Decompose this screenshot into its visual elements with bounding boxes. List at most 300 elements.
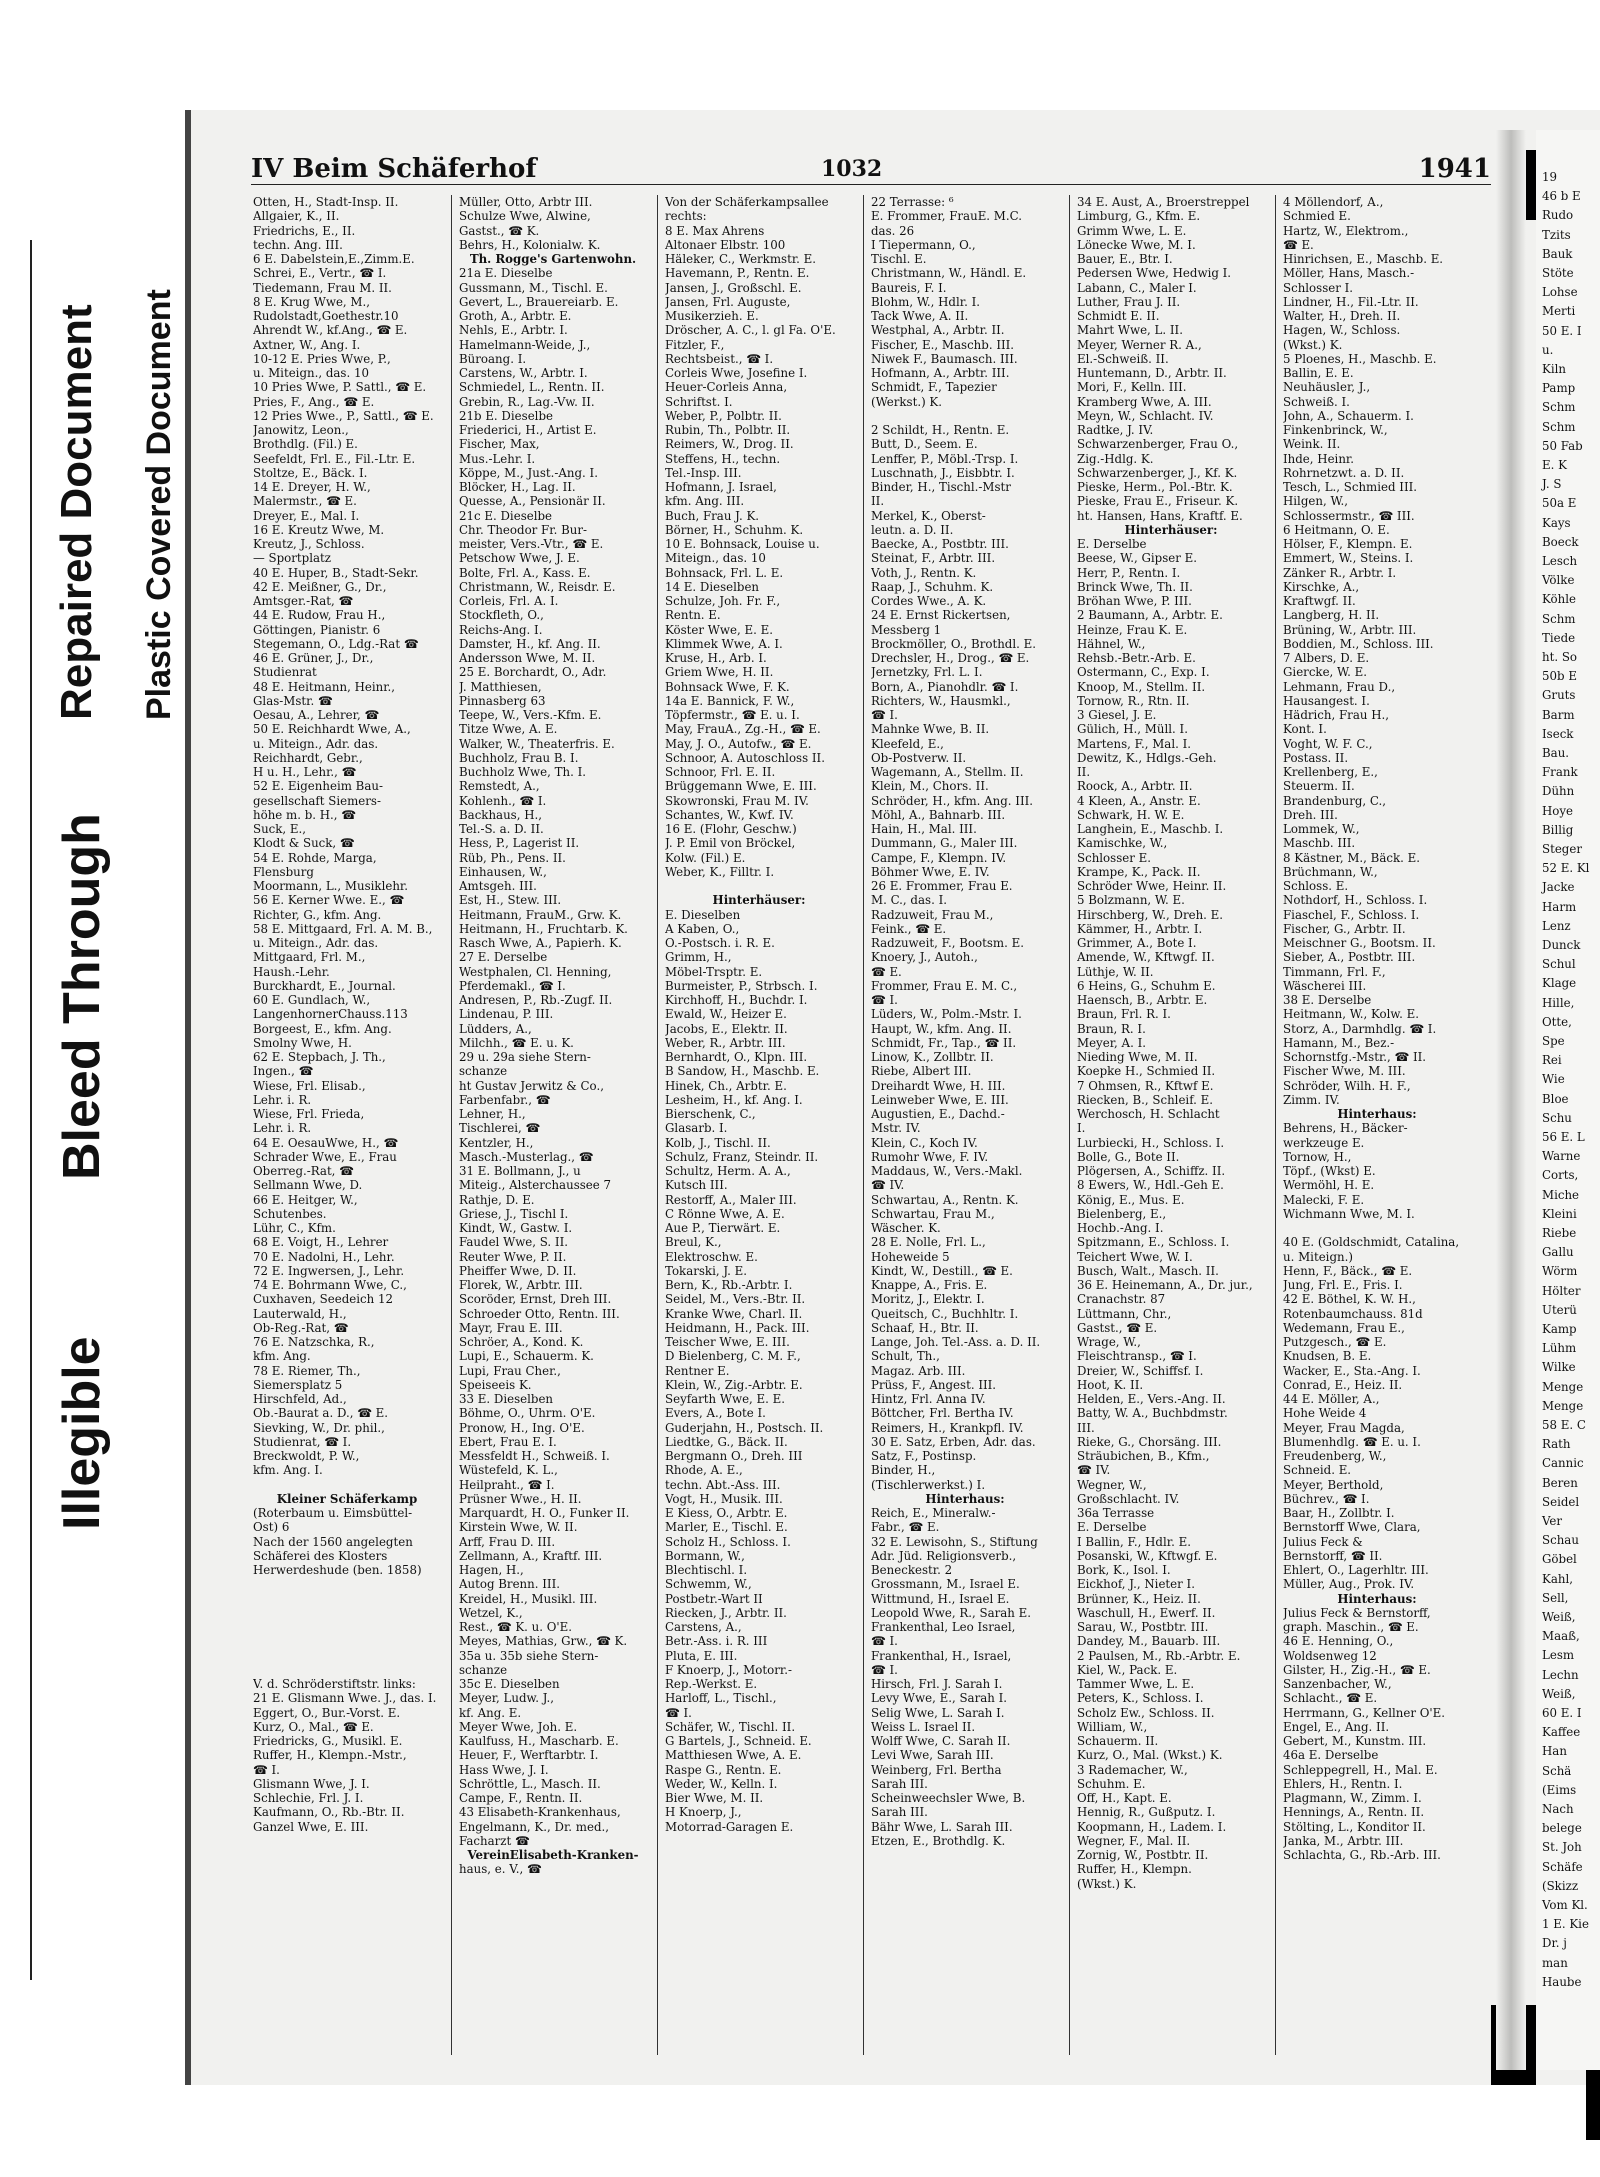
adjacent-page-line: (Eims xyxy=(1542,1782,1577,1797)
directory-line: 7 Ohmsen, R., Kftwf E. xyxy=(1077,1078,1214,1093)
directory-line: Gastst., ☎ K. xyxy=(459,223,540,238)
directory-line: 7 Albers, D. E. xyxy=(1283,651,1370,665)
directory-line: Hintz, Frl. Anna IV. xyxy=(871,1392,986,1406)
directory-line: kf. Ang. E. xyxy=(459,1705,522,1720)
directory-line: Lupi, E., Schauerm. K. xyxy=(459,1349,594,1364)
directory-line: Voght, W. F. C., xyxy=(1283,736,1373,751)
directory-line: Krampe, K., Pack. II. xyxy=(1077,864,1201,879)
directory-line: 68 E. Voigt, H., Lehrer xyxy=(253,1235,389,1250)
directory-line: Ballin, E. E. xyxy=(1283,366,1354,380)
directory-line: May, J. O., Autofw., ☎ E. xyxy=(665,736,812,751)
directory-line: Meyn, W., Schlacht. IV. xyxy=(1077,408,1214,423)
directory-line: Bauer, E., Btr. I. xyxy=(1077,252,1173,266)
directory-line: Zornig, W., Postbtr. II. xyxy=(1077,1848,1209,1862)
directory-line: Schwemm, W., xyxy=(665,1577,752,1592)
directory-line: Westphalen, Cl. Henning, xyxy=(459,964,612,979)
directory-line: Storz, A., Darmhdlg. ☎ I. xyxy=(1283,1021,1437,1036)
directory-line: Borgeest, E., kfm. Ang. xyxy=(253,1021,392,1036)
directory-line: Schriftst. I. xyxy=(665,394,733,409)
directory-line: Hölser, F., Klempn. E. xyxy=(1283,537,1413,551)
directory-line: Facharzt ☎ xyxy=(459,1833,530,1848)
adjacent-page-line: u. xyxy=(1542,342,1554,357)
directory-line: Bernstorff Wwe, Clara, xyxy=(1283,1520,1421,1535)
directory-line: Behrens, H., Bäcker- xyxy=(1283,1121,1408,1136)
directory-line: 40 E. Huper, B., Stadt-Sekr. xyxy=(253,565,419,580)
directory-line: Rieke, G., Chorsäng. III. xyxy=(1077,1434,1222,1449)
directory-line: Wittmund, H., Israel E. xyxy=(871,1591,1010,1606)
directory-column-4 xyxy=(869,195,1061,2055)
directory-line: (Roterbaum u. Eimsbüttel- xyxy=(253,1506,413,1520)
directory-line: Janowitz, Leon., xyxy=(253,423,349,437)
directory-line: Kolw. (Fil.) E. xyxy=(665,850,746,865)
directory-line: Schlechie, Frl. J. I. xyxy=(253,1791,364,1805)
adjacent-page-line: Frank xyxy=(1542,765,1578,780)
adjacent-page-line: Ver xyxy=(1542,1514,1563,1528)
directory-line: Leopold Wwe, R., Sarah E. xyxy=(871,1605,1031,1620)
directory-line: Bröhan Wwe, P. III. xyxy=(1077,594,1192,608)
adjacent-page-line: Rei xyxy=(1542,1053,1562,1068)
directory-line: Weber, R., Arbtr. III. xyxy=(665,1035,786,1050)
directory-line: Nach der 1560 angelegten xyxy=(253,1534,413,1549)
directory-line: Reichhardt, Gebr., xyxy=(253,750,363,765)
directory-line: Sträubichen, B., Kfm., xyxy=(1077,1449,1210,1463)
directory-line: Magaz. Arb. III. xyxy=(871,1363,966,1378)
directory-line: Maddaus, W., Vers.-Makl. xyxy=(871,1164,1023,1178)
directory-line: Rehsb.-Betr.-Arb. E. xyxy=(1077,651,1196,665)
directory-line: Schröder, Wilh. H. F., xyxy=(1283,1078,1411,1093)
adjacent-page-line: Lesch xyxy=(1542,554,1578,568)
directory-line: Gevert, L., Brauereiarb. E. xyxy=(459,294,619,309)
directory-line: Otten, H., Stadt-Insp. II. xyxy=(253,195,399,209)
directory-line: 54 E. Rohde, Marga, xyxy=(253,850,377,865)
directory-line: Feink., ☎ E. xyxy=(871,921,947,936)
directory-line: Brüning, W., Arbtr. III. xyxy=(1283,622,1417,637)
directory-line: Kamischke, W., xyxy=(1077,836,1168,851)
directory-line: Lenffer, P., Möbl.-Trsp. I. xyxy=(871,451,1019,466)
column-rule xyxy=(1069,195,1070,2055)
adjacent-page-line: belege xyxy=(1542,1821,1582,1836)
directory-line: Brüggemann Wwe, E. III. xyxy=(665,779,817,794)
directory-line: Möller, Hans, Masch.- xyxy=(1283,266,1415,281)
directory-line: 3 Giesel, J. E. xyxy=(1077,708,1157,722)
directory-line xyxy=(253,1592,441,1606)
directory-line: Langberg, H. II. xyxy=(1283,608,1380,623)
directory-line: 14 E. Dreyer, H. W., xyxy=(253,480,371,494)
directory-line: Klodt & Suck, ☎ xyxy=(253,836,355,851)
directory-column-3 xyxy=(663,195,855,2055)
directory-line: J. P. Emil von Bröckel, xyxy=(665,836,796,851)
directory-line: Knappe, A., Fris. E. xyxy=(871,1278,988,1292)
directory-line: Bohnsack Wwe, F. K. xyxy=(665,679,790,694)
directory-line: Jung, Frl. E., Fris. I. xyxy=(1283,1278,1403,1292)
directory-line: Jernetzky, Frl. L. I. xyxy=(871,665,983,680)
directory-line: 6 E. Dabelstein,E.,Zimm.E. xyxy=(253,252,415,266)
adjacent-page-line: Gruts xyxy=(1542,688,1576,703)
directory-line: Tokarski, J. E. xyxy=(665,1263,748,1278)
directory-line: Marquardt, H. O., Funker II. xyxy=(459,1506,630,1520)
directory-line: Brünner, K., Heiz. II. xyxy=(1077,1591,1201,1606)
directory-line: 70 E. Nadolni, H., Lehr. xyxy=(253,1249,395,1264)
column-rule xyxy=(863,195,864,2055)
directory-line: Giercke, W. E. xyxy=(1283,665,1367,680)
directory-line xyxy=(253,1478,441,1492)
directory-line: Kaulfuss, H., Mascharb. E. xyxy=(459,1734,619,1748)
directory-line: Malecki, F. E. xyxy=(1283,1192,1365,1207)
directory-line: Schwarzenberger, Frau O., xyxy=(1077,437,1239,452)
directory-line: ht Gustav Jerwitz & Co., xyxy=(459,1078,604,1093)
directory-line: Oesau, A., Lehrer, ☎ xyxy=(253,708,380,722)
directory-line: Autog Brenn. III. xyxy=(459,1577,560,1592)
adjacent-page-line: Hille, xyxy=(1542,995,1575,1010)
directory-line: Brüchmann, W., xyxy=(1283,864,1378,879)
directory-line: Mayr, Frau E. III. xyxy=(459,1320,563,1335)
directory-line: Dummann, G., Maler III. xyxy=(871,836,1018,851)
directory-line: Knudsen, B. E. xyxy=(1283,1349,1372,1364)
directory-line: Moritz, J., Elektr. I. xyxy=(871,1292,985,1307)
directory-line: F Knoerp, J., Motorr.- xyxy=(665,1662,792,1677)
directory-line: Wiese, Frl. Frieda, xyxy=(253,1107,365,1121)
directory-line: Heuer-Corleis Anna, xyxy=(665,380,788,395)
directory-line xyxy=(665,879,853,893)
directory-line: Hilgen, W., xyxy=(1283,494,1349,509)
directory-line: Schmied E. xyxy=(1283,209,1351,224)
directory-line xyxy=(253,1577,441,1591)
directory-line: Rudolstadt,Goethestr.10 xyxy=(253,309,399,323)
directory-line: Henn, F., Bäck., ☎ E. xyxy=(1283,1263,1413,1278)
directory-line: Leinweber Wwe, E. III. xyxy=(871,1092,1009,1107)
directory-line: u. Miteign., Adr. das. xyxy=(253,736,379,751)
directory-line: Schröer, A., Kond. K. xyxy=(459,1335,584,1349)
directory-line: ☎ IV. xyxy=(1077,1463,1111,1478)
directory-line: Amtsgeh. III. xyxy=(459,879,537,893)
directory-line: 52 E. Eigenheim Bau- xyxy=(253,779,383,794)
directory-line: Hofmann, J. Israel, xyxy=(665,480,777,494)
adjacent-page-line: Billig xyxy=(1542,822,1574,837)
directory-line: Beneckestr. 2 xyxy=(871,1563,953,1577)
directory-line: Sanzenbacher, W., xyxy=(1283,1677,1392,1691)
directory-line: Peters, K., Schloss. I. xyxy=(1077,1691,1204,1706)
directory-line: Nehls, E., Arbtr. I. xyxy=(459,323,568,338)
adjacent-page-line: Bau. xyxy=(1542,746,1570,760)
directory-line: E. Frommer, FrauE. M.C. xyxy=(871,209,1022,224)
adjacent-page-line: Kiln xyxy=(1542,362,1566,376)
directory-line: Martens, F., Mal. I. xyxy=(1077,736,1192,751)
directory-line: Teepe, W., Vers.-Kfm. E. xyxy=(459,708,602,722)
directory-line: Knoery, J., Autoh., xyxy=(871,950,978,965)
directory-line: Meyer, Ludw. J., xyxy=(459,1691,555,1706)
directory-line: Backhaus, H., xyxy=(459,807,543,822)
directory-line: Baar, H., Zollbtr. I. xyxy=(1283,1506,1395,1520)
directory-line: Blumenhdlg. ☎ E. u. I. xyxy=(1283,1434,1421,1449)
directory-line xyxy=(871,409,1059,423)
directory-line: Prüsner Wwe., H. II. xyxy=(459,1491,582,1506)
directory-line: E. Dieselben xyxy=(665,907,741,922)
directory-line: Tesch, L., Schmied III. xyxy=(1283,480,1418,494)
directory-line: Schmidt E. II. xyxy=(1077,309,1160,323)
directory-line: kfm. Ang. I. xyxy=(253,1463,323,1478)
adjacent-page-line: Lohse xyxy=(1542,285,1578,300)
adjacent-page-line: Schäfe xyxy=(1542,1859,1583,1874)
directory-line: Hoot, K. II. xyxy=(1077,1377,1144,1392)
directory-line: Bähr Wwe, L. Sarah III. xyxy=(871,1819,1013,1834)
directory-line: Grimm Wwe, L. E. xyxy=(1077,223,1187,238)
directory-line: Raspe G., Rentn. E. xyxy=(665,1762,782,1777)
directory-line: Andersson Wwe, M. II. xyxy=(459,651,596,665)
directory-line: Carstens, A., xyxy=(665,1620,742,1634)
directory-line: 8 E. Krug Wwe, M., xyxy=(253,294,371,309)
directory-line: Böttcher, Frl. Bertha IV. xyxy=(871,1406,1014,1421)
directory-line: Wetzel, K., xyxy=(459,1605,523,1620)
adjacent-page-line: 50b E xyxy=(1542,669,1577,684)
directory-line: Dewitz, K., Hdlgs.-Geh. xyxy=(1077,750,1217,765)
directory-line: Maschb. III. xyxy=(1283,836,1356,851)
directory-line: Freudenberg, W., xyxy=(1283,1449,1387,1463)
adjacent-page-line: Barm xyxy=(1542,707,1575,722)
directory-line: Fischer, Max, xyxy=(459,437,540,452)
adjacent-page-line: man xyxy=(1542,1955,1568,1970)
directory-line: Kohlenh., ☎ I. xyxy=(459,793,547,808)
directory-line: Hennings, A., Rentn. II. xyxy=(1283,1805,1425,1820)
directory-line: Frommer, Frau E. M. C., xyxy=(871,978,1018,993)
directory-line: Schlosser I. xyxy=(1283,280,1354,295)
directory-line: Sarah III. xyxy=(871,1805,928,1820)
directory-line: Von der Schäferkampsallee xyxy=(665,195,829,209)
directory-line: Rep.-Werkst. E. xyxy=(665,1677,758,1691)
adjacent-page-line: 50a E xyxy=(1542,496,1577,511)
directory-line: Hädrich, Frau H., xyxy=(1283,708,1389,722)
directory-line: 42 E. Meißner, G., Dr., xyxy=(253,579,387,594)
directory-line: Börner, H., Schuhm. K. xyxy=(665,522,804,537)
directory-line: 22 Terrasse: ⁶ xyxy=(871,195,954,209)
directory-line: kfm. Ang. xyxy=(253,1349,311,1364)
directory-line: Griese, J., Tischl I. xyxy=(459,1206,569,1221)
directory-line: 5 Bolzmann, W. E. xyxy=(1077,893,1185,908)
directory-line: Kreutz, J., Schloss. xyxy=(253,537,365,551)
directory-line: Rhode, A. E., xyxy=(665,1463,743,1478)
directory-line: Wegner, F., Mal. II. xyxy=(1077,1833,1191,1848)
directory-line: graph. Maschin., ☎ E. xyxy=(1283,1620,1419,1634)
directory-line: Zänker R., Arbtr. I. xyxy=(1283,565,1397,580)
adjacent-page-line: Lühm xyxy=(1542,1341,1577,1356)
directory-line: Ob-Postverw. II. xyxy=(871,750,967,765)
directory-line: 5 Ploenes, H., Maschb. E. xyxy=(1283,351,1437,366)
directory-line: Breckwoldt, P. W., xyxy=(253,1449,360,1463)
directory-line: ☎ I. xyxy=(253,1762,280,1777)
directory-line: Studienrat xyxy=(253,665,317,680)
directory-line: Hinek, Ch., Arbtr. E. xyxy=(665,1078,787,1093)
directory-line: Hass Wwe, J. I. xyxy=(459,1762,549,1777)
directory-line: Heinze, Frau K. E. xyxy=(1077,622,1188,637)
directory-line xyxy=(253,1663,441,1677)
directory-line: Miteig., Alsterchaussee 7 xyxy=(459,1178,612,1193)
directory-line: Schwark, H. W. E. xyxy=(1077,807,1185,822)
directory-line: Meyer, Werner R. A., xyxy=(1077,337,1202,352)
directory-line: Krellenberg, E., xyxy=(1283,765,1378,779)
directory-line: 8 Ewers, W., Hdl.-Geh E. xyxy=(1077,1178,1224,1193)
directory-line: Riebe, Albert III. xyxy=(871,1064,972,1079)
directory-line: Suck, E., xyxy=(253,822,307,836)
directory-line: Lauterwald, H., xyxy=(253,1306,347,1321)
directory-line: Schäfer, W., Tischl. II. xyxy=(665,1719,796,1734)
directory-line: Herwerdeshude (ben. 1858) xyxy=(253,1563,422,1577)
directory-line: Meyer, Frau Magda, xyxy=(1283,1420,1405,1435)
directory-line: Milchh., ☎ E. u. K. xyxy=(459,1035,574,1050)
directory-line: Lesheim, H., kf. Ang. I. xyxy=(665,1092,803,1107)
directory-line: 14 E. Dieselben xyxy=(665,579,760,594)
directory-line: Born, A., Pianohdlr. ☎ I. xyxy=(871,679,1019,694)
directory-line: Hennig, R., Gußputz. I. xyxy=(1077,1805,1216,1820)
directory-line: Est, H., Stew. III. xyxy=(459,893,562,908)
directory-line: ht. Hansen, Hans, Kraftf. E. xyxy=(1077,508,1243,523)
directory-line: Ob-Reg.-Rat, ☎ xyxy=(253,1320,349,1335)
directory-line: Hinterhaus: xyxy=(925,1491,1005,1506)
directory-line: Büchrev., ☎ I. xyxy=(1283,1491,1370,1506)
directory-line: Dreh. III. xyxy=(1283,807,1338,822)
directory-line: Radzuweit, Frau M., xyxy=(871,907,994,922)
adjacent-page-line: 50 Fab xyxy=(1542,438,1583,453)
directory-line xyxy=(253,1606,441,1620)
directory-line: Blöcker, H., Lag. II. xyxy=(459,480,576,494)
directory-line: Heitmann, H., Fruchtarb. K. xyxy=(459,921,628,936)
directory-line: Bierschenk, C., xyxy=(665,1107,756,1121)
directory-line: 10-12 E. Pries Wwe, P., xyxy=(253,351,391,366)
directory-line: Busch, Walt., Masch. II. xyxy=(1077,1263,1219,1278)
adjacent-page-line: Riebe xyxy=(1542,1226,1577,1240)
directory-line: Plögersen, A., Schiffz. II. xyxy=(1077,1164,1226,1178)
adjacent-page-line: Kahl, xyxy=(1542,1571,1573,1586)
adjacent-page-line: Bauk xyxy=(1542,246,1573,261)
directory-line: Altonaer Elbstr. 100 xyxy=(665,237,786,252)
directory-line: Merkel, K., Oberst- xyxy=(871,508,986,523)
directory-line: Hofmann, A., Arbtr. III. xyxy=(871,366,1010,380)
adjacent-page-line: Wilke xyxy=(1542,1360,1576,1375)
directory-line: Werchosch, H. Schlacht xyxy=(1077,1107,1220,1121)
directory-line: Blohm, W., Hdlr. I. xyxy=(871,294,981,309)
directory-line: Scholz Ew., Schloss. II. xyxy=(1077,1705,1215,1720)
adjacent-page-line: Uterü xyxy=(1542,1302,1577,1317)
directory-line: Schröder Wwe, Heinr. II. xyxy=(1077,879,1227,893)
directory-line: u. Miteign.) xyxy=(1283,1249,1353,1264)
directory-line: Speiseeis K. xyxy=(459,1377,532,1392)
directory-line: Richter, G., kfm. Ang. xyxy=(253,907,382,922)
directory-line: Dreihardt Wwe, H. III. xyxy=(871,1078,1006,1093)
directory-line: 8 Kästner, M., Bäck. E. xyxy=(1283,850,1420,865)
directory-line: Westphal, A., Arbtr. II. xyxy=(871,323,1005,338)
directory-line: Wermöhl, H. E. xyxy=(1283,1178,1375,1193)
directory-line: Schleppegrell, H., Mal. E. xyxy=(1283,1762,1438,1777)
directory-line: Stegemann, O., Ldg.-Rat ☎ xyxy=(253,636,419,651)
directory-line: Damster, H., kf. Ang. II. xyxy=(459,636,601,651)
directory-line: 44 E. Möller, A., xyxy=(1283,1392,1380,1406)
directory-line: Smolny Wwe, H. xyxy=(253,1035,352,1050)
directory-line: 21 E. Glismann Wwe. J., das. I. xyxy=(253,1691,437,1706)
adjacent-page-line: Menge xyxy=(1542,1398,1584,1413)
directory-line: Ehlers, H., Rentn. I. xyxy=(1283,1776,1403,1791)
directory-line: I. xyxy=(1077,1121,1086,1136)
directory-line: Th. Rogge's Gartenwohn. xyxy=(469,252,637,266)
directory-line: Koopmann, H., Ladem. I. xyxy=(1077,1819,1227,1834)
directory-line: 3 Rademacher, W., xyxy=(1077,1762,1188,1777)
adjacent-page-strip xyxy=(1536,130,1600,2070)
directory-line: Friedricks, G., Musikl. E. xyxy=(253,1734,403,1748)
directory-line: 26 E. Frommer, Frau E. xyxy=(871,879,1013,893)
directory-line: Reich, E., Mineralw.- xyxy=(871,1506,996,1520)
directory-line: Axtner, W., Ang. I. xyxy=(253,337,361,352)
directory-line: Grebin, R., Lag.-Vw. II. xyxy=(459,394,595,409)
adjacent-page-line: Rudo xyxy=(1542,208,1574,223)
directory-line: Groth, A., Arbtr. E. xyxy=(459,309,572,323)
directory-line: Petschow Wwe, J. E. xyxy=(459,551,580,566)
directory-line: Knoop, M., Stellm. II. xyxy=(1077,679,1206,694)
directory-line: ☎ I. xyxy=(871,1662,898,1677)
directory-line: Richters, W., Hausmkl., xyxy=(871,693,1011,708)
directory-line: Christmann, W., Händl. E. xyxy=(871,266,1027,281)
directory-line: Allgaier, K., II. xyxy=(253,209,340,224)
directory-line: Remstedt, A., xyxy=(459,779,540,794)
directory-line: 56 E. Kerner Wwe. E., ☎ xyxy=(253,893,405,908)
directory-line: kfm. Ang. III. xyxy=(665,494,745,509)
directory-line: Butt, D., Seem. E. xyxy=(871,437,978,452)
directory-line: Ruffer, H., Klempn. xyxy=(1077,1862,1192,1877)
directory-line: 44 E. Rudow, Frau H., xyxy=(253,608,386,623)
adjacent-page-line: Jacke xyxy=(1542,880,1575,895)
directory-line: 35c E. Dieselben xyxy=(459,1677,560,1691)
directory-line: J. Matthiesen, xyxy=(459,679,542,694)
directory-line: Heuer, F., Werftarbtr. I. xyxy=(459,1748,599,1763)
directory-line: Möhl, A., Bahnarb. III. xyxy=(871,807,1006,822)
directory-line: Ost) 6 xyxy=(253,1520,290,1535)
directory-line: Lurbiecki, H., Schloss. I. xyxy=(1077,1135,1225,1150)
directory-line: Schlachta, G., Rb.-Arb. III. xyxy=(1283,1848,1441,1862)
directory-line: Christmann, W., Reisdr. E. xyxy=(459,579,616,594)
directory-line: Kurz, O., Mal., ☎ E. xyxy=(253,1719,374,1734)
directory-line: Pluta, E. III. xyxy=(665,1648,738,1663)
directory-line: — Sportplatz xyxy=(253,551,331,566)
directory-line: Schultz, Herm. A. A., xyxy=(665,1164,791,1178)
directory-line: Schlosser E. xyxy=(1077,850,1152,865)
directory-line: 8 E. Max Ahrens xyxy=(665,223,765,238)
directory-line: Tischl. E. xyxy=(871,252,927,266)
directory-line: Betr.-Ass. i. R. III xyxy=(665,1634,768,1649)
directory-line: M. C., das. I. xyxy=(871,893,947,908)
directory-line: Roock, A., Arbtr. II. xyxy=(1077,779,1193,794)
directory-line: John, A., Schauerm. I. xyxy=(1283,408,1414,423)
directory-line: Scoröder, Ernst, Dreh III. xyxy=(459,1292,612,1307)
directory-line: Bormann, W., xyxy=(665,1548,745,1563)
directory-line: Drechsler, H., Drog., ☎ E. xyxy=(871,651,1030,665)
directory-columns xyxy=(251,195,1491,2055)
directory-line: Selig Wwe, L. Sarah I. xyxy=(871,1705,1005,1720)
directory-line: Hagen, W., Schloss. xyxy=(1283,323,1401,338)
directory-line: Nothdorf, H., Schloss. I. xyxy=(1283,893,1428,908)
directory-line: Mittgaard, Frl. M., xyxy=(253,950,366,965)
directory-line: Bolle, G., Bote II. xyxy=(1077,1149,1180,1164)
directory-line: Frankenthal, H., Israel, xyxy=(871,1648,1012,1663)
directory-line: Walker, W., Theaterfris. E. xyxy=(459,736,615,751)
directory-line: E Kiess, O., Arbtr. E. xyxy=(665,1506,788,1520)
directory-line: 74 E. Bohrmann Wwe, C., xyxy=(253,1278,407,1292)
directory-line: 72 E. Ingwersen, J., Lehr. xyxy=(253,1263,405,1278)
directory-line: Marler, E., Tischl. E. xyxy=(665,1520,788,1535)
directory-line: Hess, P., Lagerist II. xyxy=(459,836,580,851)
directory-line: Gastst., ☎ E. xyxy=(1077,1320,1158,1335)
directory-line: Cranachstr. 87 xyxy=(1077,1292,1166,1307)
directory-line: 2 Paulsen, M., Rb.-Arbtr. E. xyxy=(1077,1648,1241,1663)
directory-line: Rumohr Wwe, F. IV. xyxy=(871,1149,989,1164)
directory-line: Schornstfg.-Mstr., ☎ II. xyxy=(1283,1050,1427,1064)
adjacent-page-line: Stöte xyxy=(1542,266,1574,280)
directory-line: Kraftwgf. II. xyxy=(1283,594,1356,608)
